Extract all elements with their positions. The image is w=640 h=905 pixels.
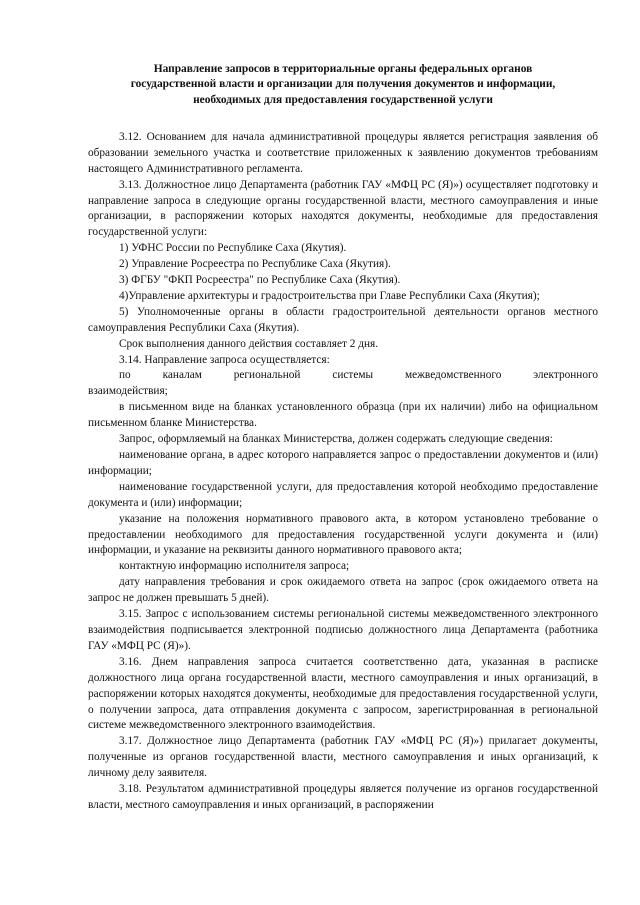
paragraph-3-13: 3.13. Должностное лицо Департамента (работник ГАУ «МФЦ РС (Я)») осуществляет подготовку и направление запроса в следующие органы государственной власти, местного самоуправления и иные организации, в распоряжении которых находятся документы, необходимые для предоставления государственной услуги: — [88, 178, 598, 239]
paragraph-service-name: наименование государственной услуги, для предоставления которой необходимо предоставление документа и (или) информации; — [88, 480, 598, 509]
document-page — [88, 62, 598, 814]
paragraph-3-16: 3.16. Днем направления запроса считается соответственно дата, указанная в расписке должностного лица органа государственной власти, местного самоуправления и иных организаций, в распоряжении которых находятся документы, необходимые для предоставления государственной услуги, о получении запроса, дата отправления документа с запросом, зарегистрированная в региональной системе межведомственного электронного взаимодействия. — [88, 655, 598, 732]
paragraph-organ-name: наименование органа, в адрес которого направляется запрос о предоставлении документов и (или) информации; — [88, 449, 598, 477]
paragraph-3-18: 3.18. Результатом административной процедуры является получение из органов государственной власти, местного самоуправления и иных организаций, в распоряжении — [88, 783, 598, 811]
title-line: государственной власти и организации для получения документов и информации, — [130, 78, 556, 91]
paragraph-written-form: в письменном виде на бланках установленного образца (при их наличии) либо на официальном письменном бланке Министерства. — [88, 401, 598, 430]
paragraph-3-15: 3.15. Запрос с использованием системы региональной системы межведомственного электронного взаимодействия подписывается электронной подписью должностного лица Департамента (работника ГАУ «МФЦ РС (Я)»). — [88, 608, 598, 652]
title-line: Направление запросов в территориальные органы федеральных органов — [153, 63, 533, 75]
paragraph-3-12: 3.12. Основанием для начала административной процедуры является регистрация заявления об образовании земельного участка и соответствие приложенных к заявлению документов требованиям настоящего Административного регламента. — [88, 130, 598, 175]
paragraph-contact-info: контактную информацию исполнителя запроса; — [119, 560, 350, 573]
paragraph-response-date: дату направления требования и срок ожидаемого ответа на запрос (срок ожидаемого ответа на запрос не должен превышать 5 дней). — [88, 576, 598, 605]
paragraph-legal-act: указание на положения нормативного правового акта, в котором установлено требование о предоставлении необходимого для предоставления государственной услуги документа и (или) информации, и указание на реквизиты данного нормативного правового акта; — [88, 512, 598, 557]
list-item-authorized-bodies: 5) Уполномоченные органы в области градостроительной деятельности органов местного самоуправления Республики Саха (Якутия). — [88, 305, 598, 334]
list-item-rosreestr: 2) Управление Росреестра по Республике Саха (Якутия). — [119, 258, 391, 271]
section-title — [88, 62, 598, 108]
paragraph-3-14: 3.14. Направление запроса осуществляется: — [119, 353, 330, 366]
title-line: необходимых для предоставления государственной услуги — [193, 93, 493, 106]
list-item-architecture: 4)Управление архитектуры и градостроительства при Главе Республики Саха (Якутия); — [119, 289, 540, 302]
paragraph-channels: по каналам региональной системы межведомственного электронного — [119, 369, 598, 382]
paragraph-request-content: Запрос, оформляемый на бланках Министерства, должен содержать следующие сведения: — [119, 433, 553, 446]
paragraph-3-17: 3.17. Должностное лицо Департамента (работник ГАУ «МФЦ РС (Я)») прилагает документы, полученные из органов государственной власти, местного самоуправления и иных организаций, к личному делу заявителя. — [88, 735, 598, 780]
list-item-ufns: 1) УФНС России по Республике Саха (Якутия). — [119, 242, 347, 255]
paragraph-deadline: Срок выполнения данного действия составляет 2 дня. — [119, 337, 379, 350]
list-item-fkp: 3) ФГБУ "ФКП Росреестра" по Республике Саха (Якутия). — [119, 274, 401, 287]
paragraph-channels-cont: взаимодействия; — [88, 385, 168, 398]
